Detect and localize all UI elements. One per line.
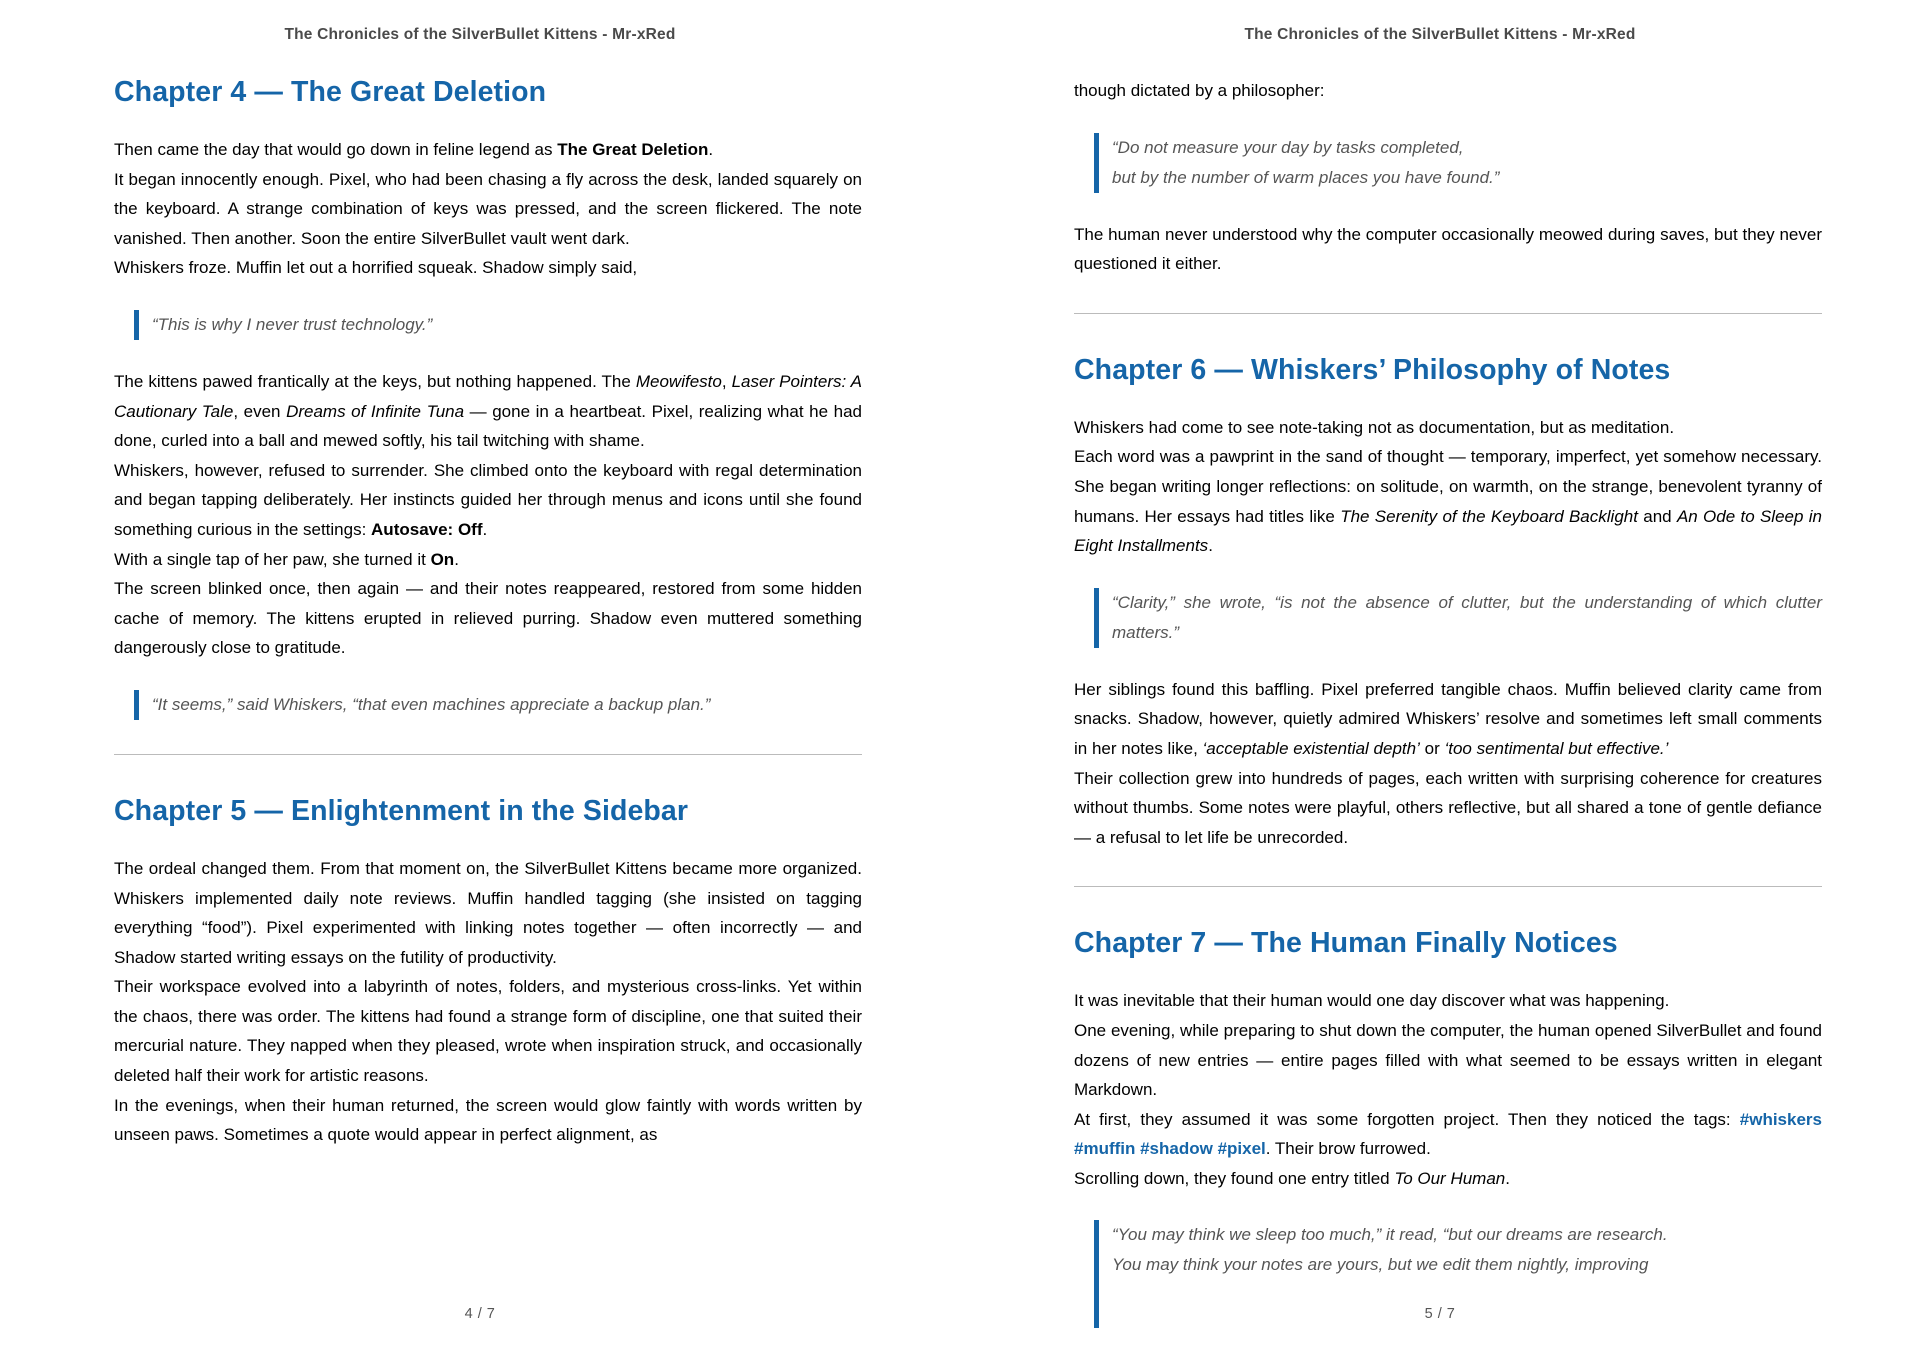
quote-block: “Clarity,” she wrote, “is not the absence of clutter, but the understanding of which clutter matters.” bbox=[1094, 588, 1822, 648]
page-content bbox=[114, 76, 862, 1150]
body-paragraph: The ordeal changed them. From that moment on, the SilverBullet Kittens became more organized. Whiskers implemented daily note reviews. Muffin handled tagging (she insisted on tagging everything “food”). Pixel experimented with linking notes together — often incorrectly — and Shadow started writing essays on the futility of productivity. Their workspace evolved into a labyrinth of notes, folders, and mysterious cross-links. Yet within the chaos, there was order. The kittens had found a strange form of discipline, one that suited their mercurial nature. They napped when they pleased, wrote when inspiration struck, and occasionally deleted half their work for artistic reasons. In the evenings, when their human returned, the screen would glow faintly with words written by unseen paws. Sometimes a quote would appear in perfect alignment, as bbox=[114, 858, 862, 1145]
body-paragraph: though dictated by a philosopher: bbox=[1074, 81, 1325, 100]
section-divider bbox=[1074, 313, 1822, 314]
section-divider bbox=[114, 754, 862, 755]
page-number: 4 / 7 bbox=[464, 1306, 496, 1322]
chapter-heading: Chapter 6 — Whiskers’ Philosophy of Notes bbox=[1074, 353, 1671, 386]
running-header: The Chronicles of the SilverBullet Kittens - Mr-xRed bbox=[284, 26, 676, 43]
section-divider bbox=[1074, 886, 1822, 887]
quote-block: “It seems,” said Whiskers, “that even machines appreciate a backup plan.” bbox=[134, 690, 862, 720]
quote-block: “You may think we sleep too much,” it read, “but our dreams are research. You may think your notes are yours, but we edit them nightly, improving bbox=[1094, 1220, 1822, 1328]
quote-block: “Do not measure your day by tasks completed, but by the number of warm places you have found.” bbox=[1094, 133, 1822, 193]
body-paragraph: Her siblings found this baffling. Pixel preferred tangible chaos. Muffin believed clarity came from snacks. Shadow, however, quietly admired Whiskers’ resolve and sometimes left small comments in her notes like, ‘acceptable existential depth’ or ‘too sentimental but effective.’ Their collection grew into hundreds of pages, each written with surprising coherence for creatures without thumbs. Some notes were playful, others reflective, but all shared a tone of gentle defiance — a refusal to let life be unrecorded. bbox=[1074, 679, 1822, 847]
body-paragraph: The human never understood why the computer occasionally meowed during saves, but they never questioned it either. bbox=[1074, 224, 1822, 274]
chapter-heading: Chapter 5 — Enlightenment in the Sidebar bbox=[114, 794, 689, 827]
body-paragraph: Then came the day that would go down in feline legend as The Great Deletion. It began innocently enough. Pixel, who had been chasing a fly across the desk, landed squarely on the keyboard. A strange combination of keys was pressed, and the screen flickered. The note vanished. Then another. Soon the entire SilverBullet vault went dark. Whiskers froze. Muffin let out a horrified squeak. Shadow simply said, bbox=[114, 140, 862, 278]
body-paragraph: The kittens pawed frantically at the keys, but nothing happened. The Meowifesto, Laser Pointers: A Cautionary Tale, even Dreams of Infinite Tuna — gone in a heartbeat. Pixel, realizing what he had done, curled into a ball and mewed softly, his tail twitching with shame. Whiskers, however, refused to surrender. She climbed onto the keyboard with regal determination and began tapping deliberately. Her instincts guided her through menus and icons until she found something curious in the settings: Autosave: Off. With a single tap of her paw, she turned it On. The screen blinked once, then again — and their notes reappeared, restored from some hidden cache of memory. The kittens erupted in relieved purring. Shadow even muttered something dangerously close to gratitude. bbox=[114, 371, 862, 658]
page-content bbox=[1074, 76, 1822, 1328]
page-number: 5 / 7 bbox=[1424, 1306, 1456, 1322]
page-right bbox=[960, 0, 1920, 1354]
chapter-heading: Chapter 4 — The Great Deletion bbox=[114, 76, 547, 108]
body-paragraph: It was inevitable that their human would one day discover what was happening. One evening, while preparing to shut down the computer, the human opened SilverBullet and found dozens of new entries — entire pages filled with what seemed to be essays written in elegant Markdown. At first, they assumed it was some forgotten project. Then they noticed the tags: #whiskers #muffin #shadow #pixel. Their brow furrowed. Scrolling down, they found one entry titled To Our Human. bbox=[1074, 991, 1822, 1188]
running-header: The Chronicles of the SilverBullet Kittens - Mr-xRed bbox=[1244, 26, 1636, 43]
quote-block: “This is why I never trust technology.” bbox=[134, 310, 862, 340]
chapter-heading: Chapter 7 — The Human Finally Notices bbox=[1074, 927, 1618, 960]
body-paragraph: Whiskers had come to see note-taking not as documentation, but as meditation. Each word was a pawprint in the sand of thought — temporary, imperfect, yet somehow necessary. She began writing longer reflections: on solitude, on warmth, on the strange, benevolent tyranny of humans. Her essays had titles like The Serenity of the Keyboard Backlight and An Ode to Sleep in Eight Installments. bbox=[1074, 417, 1822, 556]
hashtags: #whiskers #muffin #shadow #pixel bbox=[1074, 1109, 1822, 1159]
